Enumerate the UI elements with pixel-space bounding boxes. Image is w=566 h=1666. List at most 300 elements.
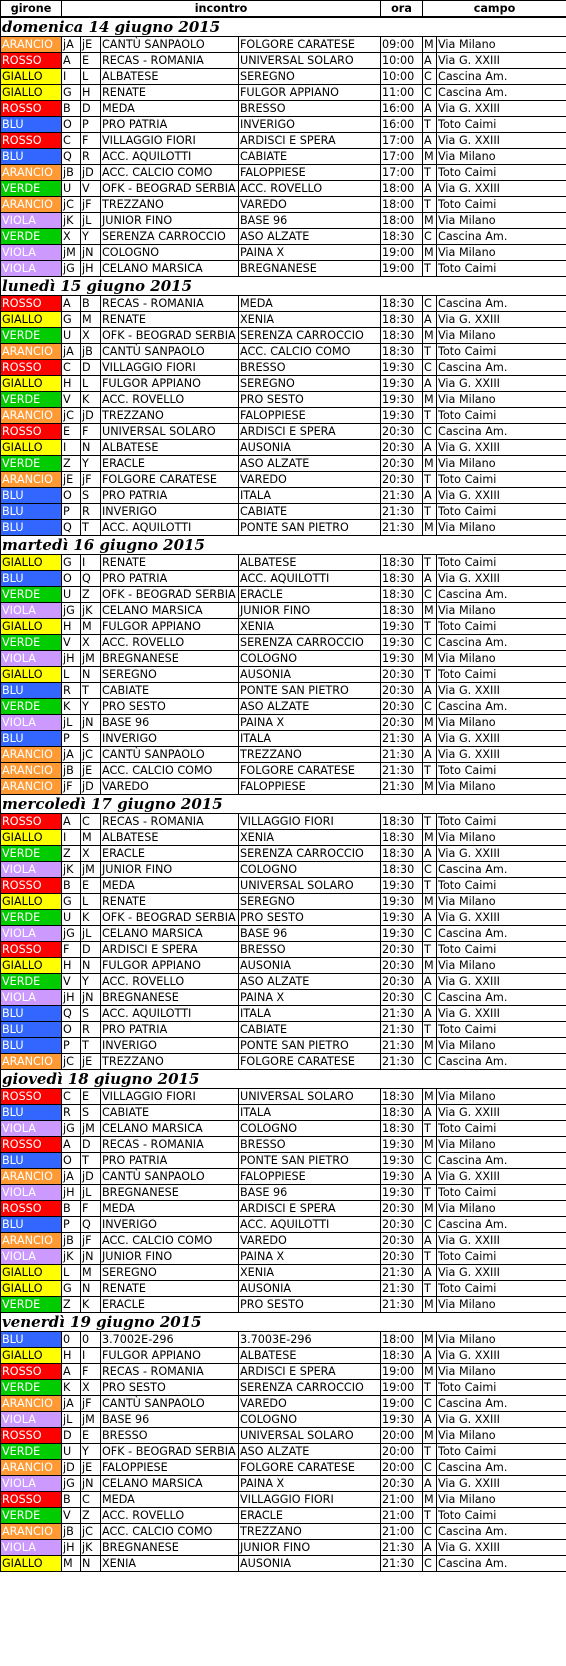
home-code: jC — [62, 197, 81, 213]
match-time: 19:30 — [381, 635, 423, 651]
match-row — [1, 213, 566, 229]
field-code: A — [423, 571, 437, 587]
home-team: CELANO MARSICA — [101, 603, 239, 619]
match-time: 19:00 — [381, 245, 423, 261]
group-name: VERDE — [1, 229, 62, 245]
away-team: FALOPPIESE — [239, 165, 381, 181]
away-code: jL — [81, 1185, 101, 1201]
match-time: 19:30 — [381, 1153, 423, 1169]
group-name: ARANCIO — [1, 1524, 62, 1540]
match-row — [1, 197, 566, 213]
field-name: Via Milano — [437, 37, 566, 53]
group-name: VERDE — [1, 635, 62, 651]
home-team: ALBATESE — [101, 440, 239, 456]
match-time: 18:30 — [381, 312, 423, 328]
home-code: jK — [62, 1249, 81, 1265]
match-row — [1, 619, 566, 635]
match-time: 18:30 — [381, 846, 423, 862]
group-name: ROSSO — [1, 878, 62, 894]
home-team: INVERIGO — [101, 731, 239, 747]
match-time: 18:30 — [381, 328, 423, 344]
match-row — [1, 69, 566, 85]
away-team: FULGOR APPIANO — [239, 85, 381, 101]
home-team: PRO PATRIA — [101, 488, 239, 504]
home-team: BREGNANESE — [101, 651, 239, 667]
away-code: jN — [81, 1476, 101, 1492]
field-name: Toto Caimi — [437, 555, 566, 571]
field-name: Via G. XXIII — [437, 846, 566, 862]
field-name: Via Milano — [437, 1492, 566, 1508]
away-team: ARDISCI E SPERA — [239, 133, 381, 149]
home-code: jL — [62, 715, 81, 731]
field-name: Toto Caimi — [437, 117, 566, 133]
field-name: Toto Caimi — [437, 1380, 566, 1396]
day-title: lunedì 15 giugno 2015 — [1, 277, 566, 296]
match-time: 18:00 — [381, 181, 423, 197]
match-row — [1, 910, 566, 926]
match-row — [1, 846, 566, 862]
home-team: RECAS - ROMANIA — [101, 814, 239, 830]
match-row — [1, 1396, 566, 1412]
away-team: UNIVERSAL SOLARO — [239, 1089, 381, 1105]
match-time: 20:30 — [381, 683, 423, 699]
away-code: E — [81, 878, 101, 894]
field-name: Cascina Am. — [437, 1556, 566, 1572]
match-time: 18:30 — [381, 862, 423, 878]
home-code: jH — [62, 1185, 81, 1201]
field-name: Toto Caimi — [437, 344, 566, 360]
group-name: VERDE — [1, 1508, 62, 1524]
home-code: K — [62, 1380, 81, 1396]
away-code: F — [81, 424, 101, 440]
group-name: BLU — [1, 1105, 62, 1121]
away-team: XENIA — [239, 312, 381, 328]
group-name: ROSSO — [1, 1137, 62, 1153]
field-code: M — [423, 37, 437, 53]
home-team: JUNIOR FINO — [101, 862, 239, 878]
field-code: C — [423, 990, 437, 1006]
match-time: 17:00 — [381, 165, 423, 181]
match-row — [1, 1249, 566, 1265]
group-name: VERDE — [1, 1444, 62, 1460]
match-row — [1, 942, 566, 958]
away-code: N — [81, 958, 101, 974]
home-code: G — [62, 85, 81, 101]
group-name: VIOLA — [1, 245, 62, 261]
field-code: M — [423, 1297, 437, 1313]
group-name: BLU — [1, 1217, 62, 1233]
away-team: AUSONIA — [239, 958, 381, 974]
match-row — [1, 1348, 566, 1364]
field-code: C — [423, 926, 437, 942]
group-name: VERDE — [1, 910, 62, 926]
away-code: jE — [81, 37, 101, 53]
home-code: jD — [62, 1460, 81, 1476]
group-name: VERDE — [1, 1380, 62, 1396]
home-team: ACC. ROVELLO — [101, 635, 239, 651]
home-team: ACC. AQUILOTTI — [101, 520, 239, 536]
home-team: BASE 96 — [101, 715, 239, 731]
match-time: 18:00 — [381, 1332, 423, 1348]
home-team: ERACLE — [101, 1297, 239, 1313]
group-name: BLU — [1, 683, 62, 699]
away-code: jD — [81, 408, 101, 424]
field-code: A — [423, 1412, 437, 1428]
field-code: A — [423, 488, 437, 504]
group-name: ROSSO — [1, 133, 62, 149]
match-time: 18:30 — [381, 1105, 423, 1121]
away-code: S — [81, 1105, 101, 1121]
away-team: ITALA — [239, 1006, 381, 1022]
home-team: RENATE — [101, 1281, 239, 1297]
field-name: Via G. XXIII — [437, 1233, 566, 1249]
field-name: Via G. XXIII — [437, 910, 566, 926]
match-time: 20:00 — [381, 1428, 423, 1444]
match-row — [1, 731, 566, 747]
match-time: 20:30 — [381, 699, 423, 715]
home-team: ACC. AQUILOTTI — [101, 1006, 239, 1022]
field-code: A — [423, 312, 437, 328]
home-team: FULGOR APPIANO — [101, 1348, 239, 1364]
match-time: 21:30 — [381, 731, 423, 747]
away-code: jM — [81, 651, 101, 667]
home-code: G — [62, 555, 81, 571]
away-team: BASE 96 — [239, 213, 381, 229]
match-row — [1, 344, 566, 360]
away-team: XENIA — [239, 619, 381, 635]
away-team: SERENZA CARROCCIO — [239, 846, 381, 862]
match-row — [1, 1332, 566, 1348]
match-time: 19:30 — [381, 651, 423, 667]
field-name: Cascina Am. — [437, 1153, 566, 1169]
home-team: INVERIGO — [101, 1217, 239, 1233]
home-code: G — [62, 894, 81, 910]
away-team: BRESSO — [239, 360, 381, 376]
away-team: CABIATE — [239, 149, 381, 165]
home-code: B — [62, 101, 81, 117]
match-time: 19:00 — [381, 1380, 423, 1396]
home-team: VILLAGGIO FIORI — [101, 360, 239, 376]
home-code: A — [62, 1364, 81, 1380]
field-name: Cascina Am. — [437, 1524, 566, 1540]
field-code: T — [423, 261, 437, 277]
field-code: T — [423, 117, 437, 133]
away-code: jF — [81, 472, 101, 488]
away-team: BASE 96 — [239, 926, 381, 942]
home-code: jA — [62, 37, 81, 53]
group-name: BLU — [1, 117, 62, 133]
field-code: A — [423, 731, 437, 747]
match-time: 19:30 — [381, 1169, 423, 1185]
away-code: Q — [81, 571, 101, 587]
field-code: C — [423, 360, 437, 376]
field-name: Via Milano — [437, 456, 566, 472]
home-team: ACC. ROVELLO — [101, 392, 239, 408]
group-name: BLU — [1, 488, 62, 504]
home-team: COLOGNO — [101, 245, 239, 261]
match-time: 18:30 — [381, 1348, 423, 1364]
field-code: M — [423, 958, 437, 974]
away-code: M — [81, 619, 101, 635]
match-row — [1, 1185, 566, 1201]
away-code: V — [81, 181, 101, 197]
match-row — [1, 683, 566, 699]
field-code: C — [423, 1524, 437, 1540]
match-row — [1, 261, 566, 277]
home-code: V — [62, 392, 81, 408]
field-code: M — [423, 1332, 437, 1348]
away-team: VAREDO — [239, 1233, 381, 1249]
field-code: T — [423, 555, 437, 571]
group-name: VERDE — [1, 181, 62, 197]
away-code: E — [81, 53, 101, 69]
away-team: VILLAGGIO FIORI — [239, 814, 381, 830]
away-team: BREGNANESE — [239, 261, 381, 277]
away-team: PRO SESTO — [239, 910, 381, 926]
group-name: VIOLA — [1, 1540, 62, 1556]
group-name: VIOLA — [1, 1121, 62, 1137]
match-time: 19:30 — [381, 360, 423, 376]
group-name: ARANCIO — [1, 1233, 62, 1249]
away-team: PAINA X — [239, 245, 381, 261]
home-team: RECAS - ROMANIA — [101, 296, 239, 312]
home-code: U — [62, 328, 81, 344]
field-code: A — [423, 683, 437, 699]
match-row — [1, 635, 566, 651]
away-team: COLOGNO — [239, 1412, 381, 1428]
home-code: K — [62, 699, 81, 715]
match-row — [1, 181, 566, 197]
home-code: P — [62, 1038, 81, 1054]
home-code: jA — [62, 344, 81, 360]
away-code: I — [81, 555, 101, 571]
home-code: O — [62, 488, 81, 504]
home-team: ACC. CALCIO COMO — [101, 165, 239, 181]
away-code: D — [81, 360, 101, 376]
away-team: ACC. CALCIO COMO — [239, 344, 381, 360]
away-team: ITALA — [239, 488, 381, 504]
home-team: CELANO MARSICA — [101, 926, 239, 942]
home-team: VILLAGGIO FIORI — [101, 1089, 239, 1105]
away-code: L — [81, 69, 101, 85]
field-name: Cascina Am. — [437, 635, 566, 651]
field-name: Via Milano — [437, 1297, 566, 1313]
away-team: JUNIOR FINO — [239, 603, 381, 619]
match-time: 19:30 — [381, 619, 423, 635]
group-name: ARANCIO — [1, 1396, 62, 1412]
home-code: X — [62, 229, 81, 245]
field-code: A — [423, 376, 437, 392]
home-code: jH — [62, 651, 81, 667]
away-team: PAINA X — [239, 1249, 381, 1265]
away-team: AUSONIA — [239, 1556, 381, 1572]
match-time: 21:00 — [381, 1508, 423, 1524]
field-code: C — [423, 862, 437, 878]
field-code: M — [423, 456, 437, 472]
field-code: A — [423, 1348, 437, 1364]
home-team: PRO PATRIA — [101, 117, 239, 133]
field-name: Via G. XXIII — [437, 1006, 566, 1022]
field-code: M — [423, 830, 437, 846]
home-team: PRO SESTO — [101, 1380, 239, 1396]
away-team: ARDISCI E SPERA — [239, 424, 381, 440]
home-team: SEREGNO — [101, 667, 239, 683]
group-name: VERDE — [1, 328, 62, 344]
home-team: ACC. ROVELLO — [101, 1508, 239, 1524]
field-code: M — [423, 1137, 437, 1153]
field-name: Cascina Am. — [437, 360, 566, 376]
group-name: VIOLA — [1, 862, 62, 878]
field-name: Via Milano — [437, 392, 566, 408]
field-name: Cascina Am. — [437, 699, 566, 715]
field-code: A — [423, 181, 437, 197]
home-code: G — [62, 312, 81, 328]
home-code: I — [62, 440, 81, 456]
match-row — [1, 1540, 566, 1556]
field-name: Via G. XXIII — [437, 747, 566, 763]
home-team: RENATE — [101, 312, 239, 328]
match-time: 21:30 — [381, 1054, 423, 1070]
day-header — [1, 1313, 566, 1332]
away-code: N — [81, 1281, 101, 1297]
match-time: 21:30 — [381, 1038, 423, 1054]
group-name: ROSSO — [1, 101, 62, 117]
field-code: M — [423, 520, 437, 536]
home-team: FULGOR APPIANO — [101, 376, 239, 392]
day-header — [1, 795, 566, 814]
header-ora: ora — [381, 1, 423, 18]
match-time: 21:00 — [381, 1524, 423, 1540]
match-row — [1, 894, 566, 910]
home-code: G — [62, 1281, 81, 1297]
away-code: X — [81, 328, 101, 344]
away-code: S — [81, 1006, 101, 1022]
group-name: ROSSO — [1, 942, 62, 958]
match-time: 10:00 — [381, 53, 423, 69]
home-code: O — [62, 1022, 81, 1038]
match-time: 20:30 — [381, 990, 423, 1006]
group-name: GIALLO — [1, 376, 62, 392]
field-code: C — [423, 699, 437, 715]
match-time: 18:30 — [381, 830, 423, 846]
group-name: VERDE — [1, 974, 62, 990]
field-name: Toto Caimi — [437, 942, 566, 958]
match-time: 19:30 — [381, 376, 423, 392]
home-team: ACC. AQUILOTTI — [101, 149, 239, 165]
match-row — [1, 165, 566, 181]
away-team: ITALA — [239, 731, 381, 747]
away-code: M — [81, 1265, 101, 1281]
away-code: C — [81, 1492, 101, 1508]
field-code: C — [423, 69, 437, 85]
match-time: 21:30 — [381, 1556, 423, 1572]
field-name: Cascina Am. — [437, 1460, 566, 1476]
home-code: jG — [62, 926, 81, 942]
field-code: M — [423, 328, 437, 344]
field-code: M — [423, 392, 437, 408]
home-code: I — [62, 830, 81, 846]
away-team: SEREGNO — [239, 894, 381, 910]
field-code: C — [423, 296, 437, 312]
home-code: B — [62, 878, 81, 894]
home-team: MEDA — [101, 878, 239, 894]
home-team: ARDISCI E SPERA — [101, 942, 239, 958]
match-row — [1, 312, 566, 328]
home-team: RECAS - ROMANIA — [101, 53, 239, 69]
home-team: SERENZA CARROCCIO — [101, 229, 239, 245]
away-code: jK — [81, 603, 101, 619]
away-team: PONTE SAN PIETRO — [239, 683, 381, 699]
field-name: Toto Caimi — [437, 878, 566, 894]
match-time: 18:30 — [381, 229, 423, 245]
away-code: D — [81, 101, 101, 117]
match-row — [1, 1153, 566, 1169]
field-code: M — [423, 651, 437, 667]
match-row — [1, 149, 566, 165]
field-name: Toto Caimi — [437, 1121, 566, 1137]
match-time: 19:30 — [381, 1412, 423, 1428]
away-team: AUSONIA — [239, 440, 381, 456]
day-title: martedì 16 giugno 2015 — [1, 536, 566, 555]
match-time: 17:00 — [381, 149, 423, 165]
group-name: ARANCIO — [1, 1169, 62, 1185]
day-header — [1, 1070, 566, 1089]
home-team: SEREGNO — [101, 1265, 239, 1281]
home-code: jF — [62, 779, 81, 795]
home-code: jB — [62, 1233, 81, 1249]
home-team: CANTÙ SANPAOLO — [101, 37, 239, 53]
match-time: 20:30 — [381, 1476, 423, 1492]
away-code: L — [81, 894, 101, 910]
match-row — [1, 1364, 566, 1380]
match-time: 19:30 — [381, 926, 423, 942]
group-name: VIOLA — [1, 926, 62, 942]
home-code: A — [62, 53, 81, 69]
match-time: 16:00 — [381, 117, 423, 133]
field-code: A — [423, 1476, 437, 1492]
home-team: CANTÙ SANPAOLO — [101, 1396, 239, 1412]
home-team: VILLAGGIO FIORI — [101, 133, 239, 149]
home-code: I — [62, 69, 81, 85]
match-row — [1, 53, 566, 69]
field-name: Cascina Am. — [437, 990, 566, 1006]
match-row — [1, 1412, 566, 1428]
field-name: Via G. XXIII — [437, 376, 566, 392]
match-time: 21:30 — [381, 1281, 423, 1297]
home-team: ACC. ROVELLO — [101, 974, 239, 990]
home-code: A — [62, 296, 81, 312]
away-team: XENIA — [239, 1265, 381, 1281]
away-team: ITALA — [239, 1105, 381, 1121]
away-code: K — [81, 910, 101, 926]
away-team: ACC. ROVELLO — [239, 181, 381, 197]
header-girone: girone — [1, 1, 62, 18]
match-row — [1, 296, 566, 312]
home-team: FULGOR APPIANO — [101, 619, 239, 635]
away-team: MEDA — [239, 296, 381, 312]
match-time: 19:30 — [381, 878, 423, 894]
match-row — [1, 85, 566, 101]
field-name: Via G. XXIII — [437, 312, 566, 328]
away-team: SEREGNO — [239, 376, 381, 392]
field-code: C — [423, 85, 437, 101]
group-name: VIOLA — [1, 1185, 62, 1201]
away-team: TREZZANO — [239, 747, 381, 763]
group-name: BLU — [1, 1153, 62, 1169]
day-title: mercoledì 17 giugno 2015 — [1, 795, 566, 814]
away-code: jE — [81, 763, 101, 779]
schedule-body — [1, 17, 566, 1572]
